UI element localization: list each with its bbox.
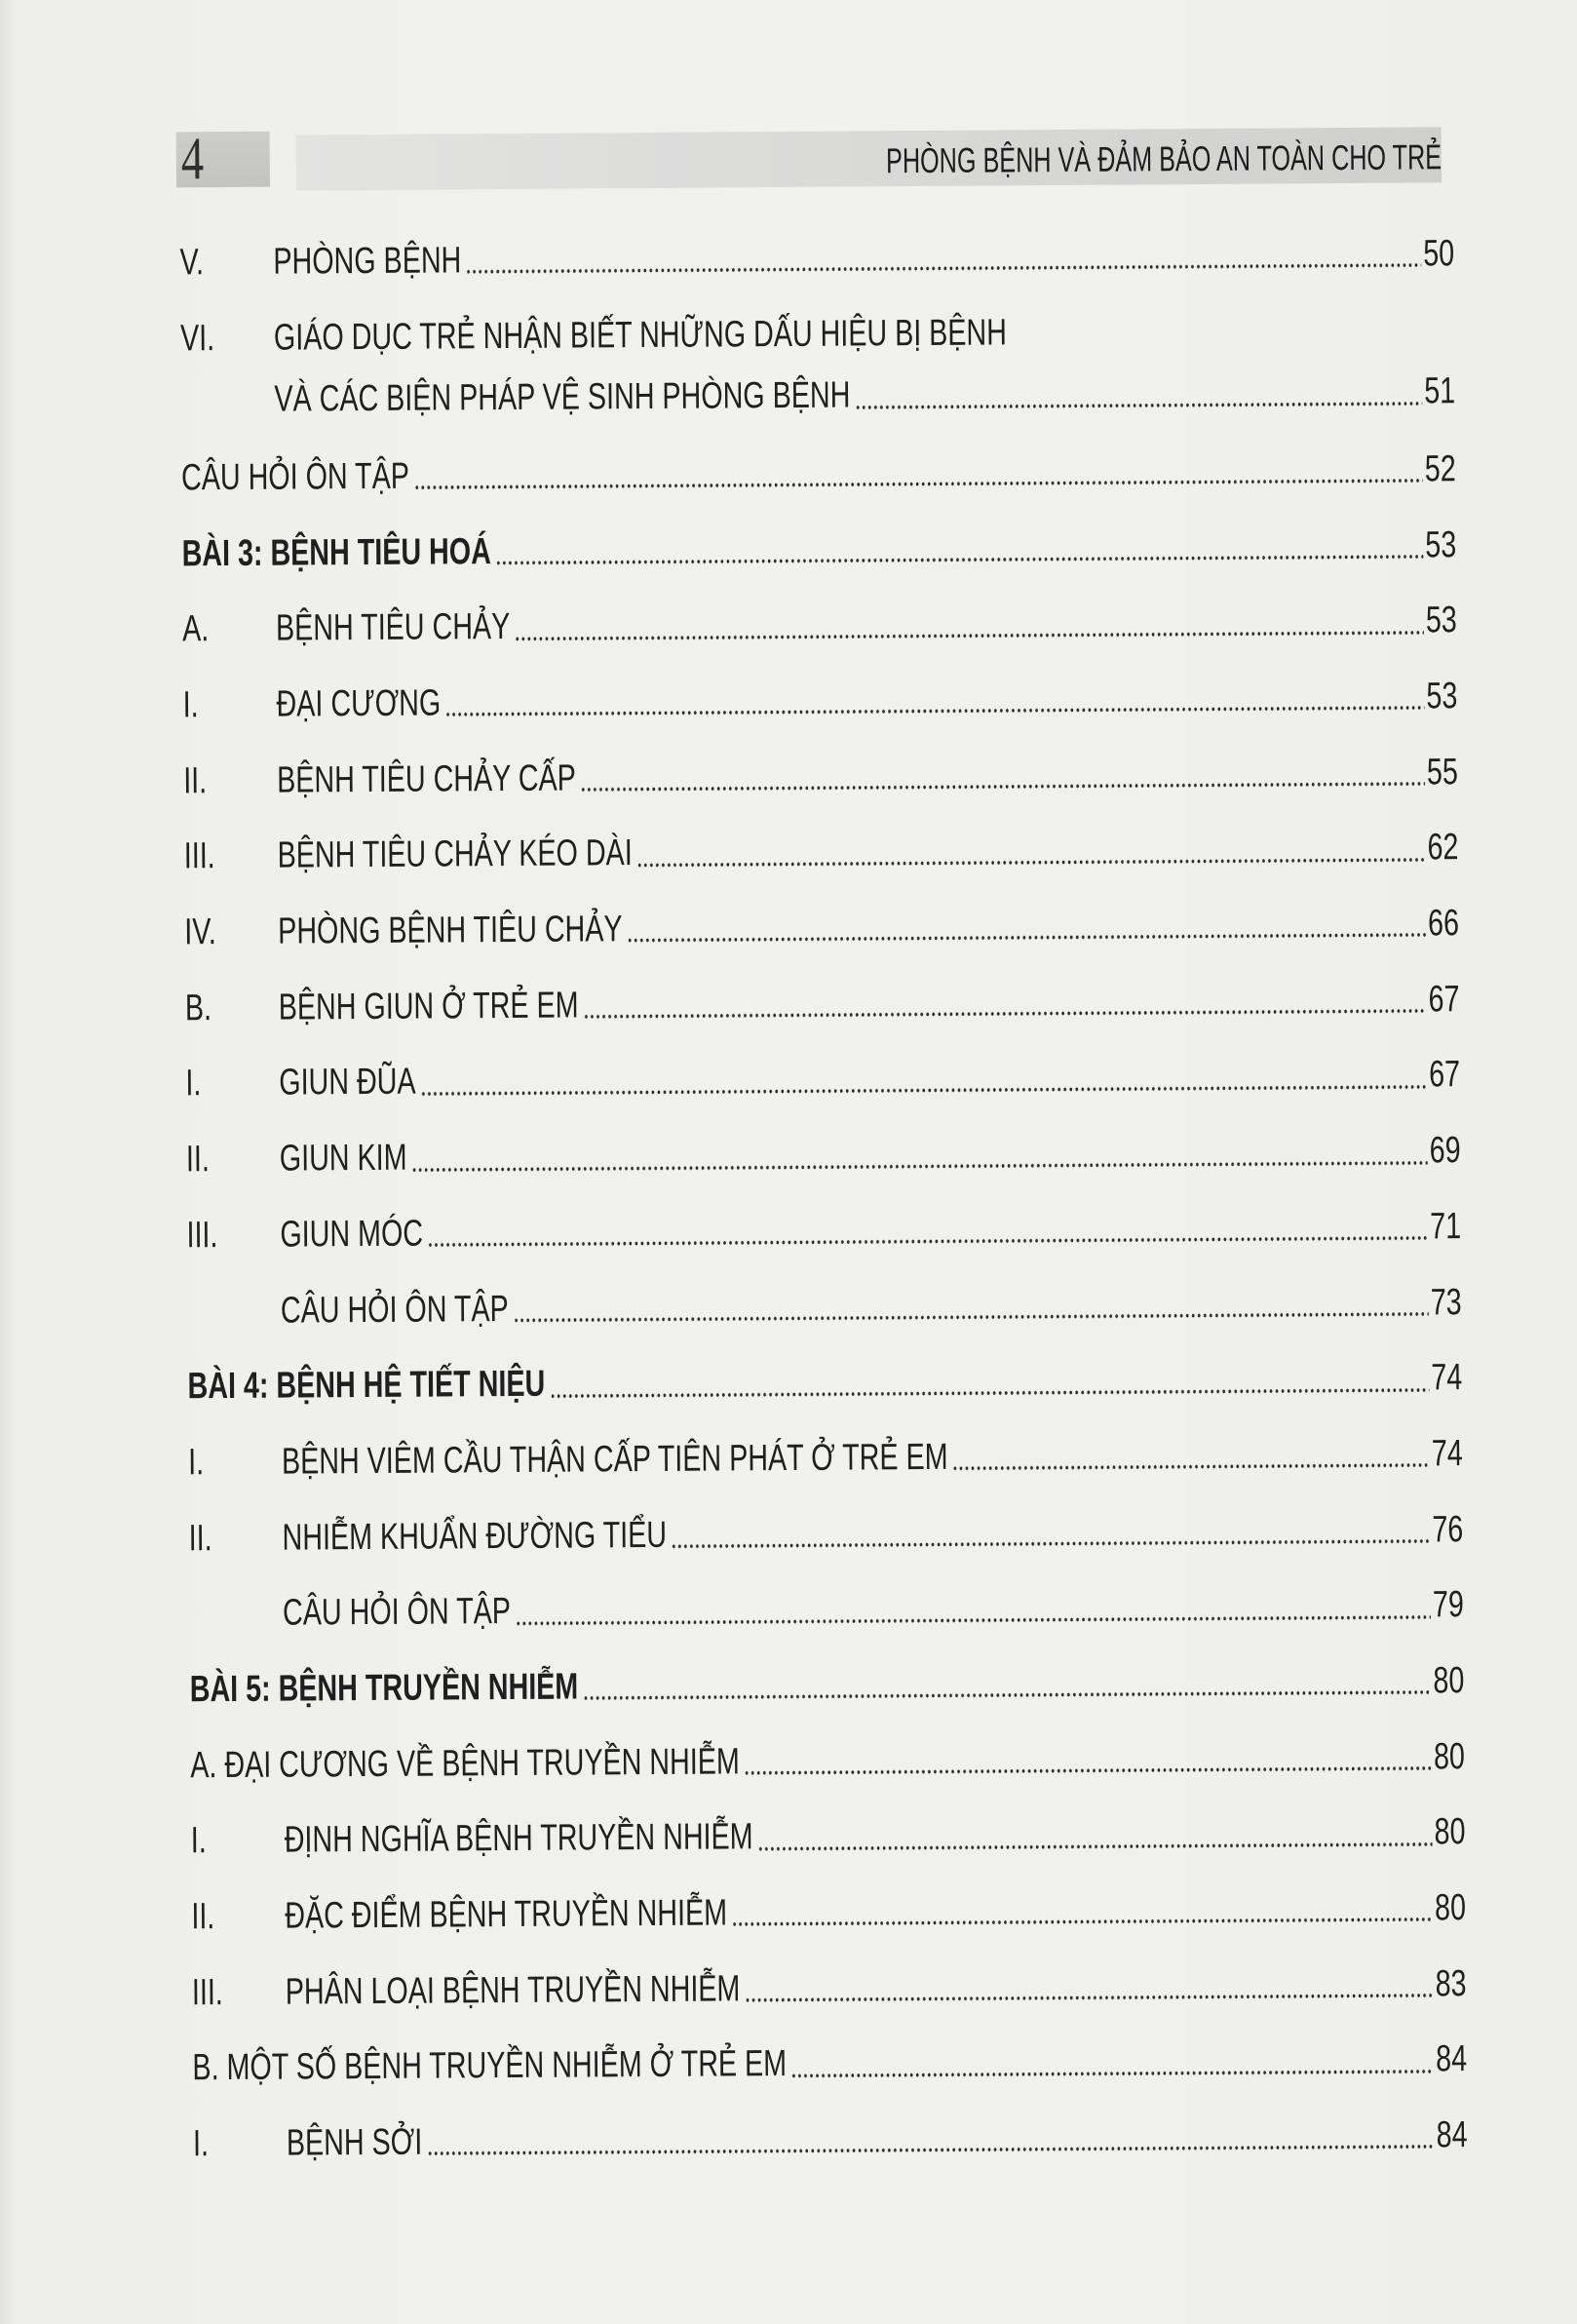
toc-entry [191, 1871, 1466, 1956]
entry-number: I. [192, 2123, 210, 2165]
toc-entry [193, 2098, 1468, 2183]
entry-page-number: 66 [1427, 903, 1460, 945]
toc-entry [191, 1796, 1466, 1880]
dot-leader [744, 1720, 1432, 1801]
entry-title: CÂU HỎI ÔN TẬP [280, 1288, 509, 1332]
dot-leader [466, 216, 1422, 299]
dot-leader [731, 1871, 1433, 1952]
entry-page-number: 74 [1431, 1433, 1463, 1475]
entry-page-number: 53 [1426, 676, 1458, 717]
entry-page-number: 84 [1436, 2114, 1468, 2156]
entry-number: II. [183, 759, 208, 802]
dot-leader [583, 962, 1427, 1044]
entry-number: A. [182, 608, 210, 650]
toc-entry [188, 1492, 1463, 1577]
toc-entry [182, 584, 1457, 669]
dot-leader [757, 1796, 1433, 1877]
entry-number: III. [186, 1214, 218, 1257]
dot-leader [513, 1265, 1429, 1347]
entry-title: ĐỊNH NGHĨA BỆNH TRUYỀN NHIỄM [284, 1816, 753, 1861]
page-number: 4 [180, 126, 205, 193]
entry-title: ĐẶC ĐIỂM BỆNH TRUYỀN NHIỄM [285, 1892, 728, 1937]
dot-leader [411, 1114, 1428, 1197]
entry-page-number: 76 [1432, 1508, 1464, 1550]
entry-page-number: 62 [1427, 827, 1459, 869]
entry-page-number: 73 [1430, 1281, 1462, 1323]
dot-leader [855, 361, 1423, 429]
entry-page-number: 51 [1424, 370, 1456, 412]
entry-title: GIÁO DỤC TRẺ NHẬN BIẾT NHỮNG DẤU HIỆU BỊ BỆNH [273, 312, 1008, 359]
entry-page-number: 52 [1424, 448, 1456, 490]
toc-entry [182, 659, 1457, 744]
lesson-title: BÀI 4: BỆNH HỆ TIẾT NIỆU [187, 1363, 546, 1408]
entry-page-number: 67 [1428, 1054, 1461, 1096]
dot-leader [427, 2098, 1435, 2181]
entry-number: IV. [184, 911, 216, 953]
dot-leader [413, 432, 1423, 515]
entry-title: GIUN MÓC [280, 1213, 424, 1256]
entry-title: CÂU HỎI ÔN TẬP [282, 1591, 512, 1634]
entry-page-number: 80 [1433, 1735, 1466, 1778]
entry-number: B. [184, 987, 212, 1029]
dot-leader [671, 1492, 1430, 1573]
dot-leader [549, 1341, 1429, 1423]
dot-leader [636, 811, 1426, 892]
entry-title: BỆNH TIÊU CHẢY [275, 606, 511, 650]
entry-number: III. [183, 835, 215, 877]
entry-title: BỆNH VIÊM CẦU THẬN CẤP TIÊN PHÁT Ở TRẺ EM [281, 1436, 948, 1483]
entry-title: PHÒNG BỆNH [273, 240, 462, 283]
entry-page-number: 71 [1430, 1206, 1462, 1248]
toc-lesson-heading [187, 1340, 1462, 1425]
toc-entry [184, 886, 1459, 971]
toc-entry [189, 1568, 1464, 1652]
entry-title: BỆNH TIÊU CHẢY KÉO DÀI [277, 833, 633, 877]
dot-leader [580, 735, 1425, 817]
dot-leader [627, 887, 1426, 968]
toc-entry [183, 735, 1458, 820]
lesson-title: BÀI 3: BỆNH TIÊU HOÁ [181, 530, 491, 574]
lesson-title: BÀI 5: BỆNH TRUYỀN NHIỄM [189, 1666, 579, 1711]
toc-entry [179, 216, 1454, 301]
toc-entry [186, 1113, 1461, 1198]
dot-leader [952, 1416, 1430, 1495]
toc-entry [184, 811, 1459, 896]
toc-entry [186, 1189, 1461, 1274]
entry-page-number: 53 [1425, 523, 1457, 566]
dot-leader [745, 1947, 1434, 2028]
entry-title-line-2: VÀ CÁC BIỆN PHÁP VỆ SINH PHÒNG BỆNH [274, 374, 851, 421]
dot-leader [790, 2023, 1434, 2103]
entry-title: PHÒNG BỆNH TIÊU CHẢY [278, 909, 623, 952]
toc-entry [188, 1416, 1463, 1501]
running-title: PHÒNG BỆNH VÀ ĐẢM BẢO AN TOÀN CHO TRẺ [885, 136, 1442, 181]
entry-title: ĐẠI CƯƠNG [276, 682, 442, 725]
toc-lesson-heading [189, 1644, 1464, 1728]
dot-leader [495, 508, 1423, 590]
toc-entry-continuation [180, 361, 1455, 434]
entry-number: V. [179, 242, 205, 284]
entry-number: II. [185, 1139, 211, 1181]
dot-leader [427, 1189, 1428, 1272]
entry-number: II. [191, 1896, 215, 1938]
entry-title: BỆNH SỞI [286, 2121, 423, 2164]
toc-section [192, 2023, 1467, 2108]
entry-page-number: 55 [1426, 751, 1459, 794]
entry-page-number: 74 [1431, 1357, 1463, 1399]
entry-number: I. [190, 1820, 207, 1862]
entry-title: GIUN KIM [279, 1137, 407, 1180]
entry-page-number: 83 [1435, 1962, 1467, 2005]
entry-title: BỆNH GIUN Ở TRẺ EM [278, 985, 579, 1028]
entry-page-number: 79 [1432, 1584, 1464, 1626]
entry-number: VI. [179, 317, 215, 360]
toc-entry [185, 962, 1460, 1047]
entry-title: A. ĐẠI CƯƠNG VỀ BỆNH TRUYỀN NHIỄM [190, 1741, 740, 1786]
toc-entry [192, 1947, 1467, 2032]
running-header-bar [296, 127, 1442, 190]
entry-title: B. MỘT SỐ BỆNH TRUYỀN NHIỄM Ở TRẺ EM [192, 2043, 788, 2089]
dot-leader [445, 659, 1425, 742]
entry-title: CÂU HỎI ÔN TẬP [180, 455, 410, 499]
entry-page-number: 80 [1434, 1887, 1467, 1929]
entry-number: II. [188, 1517, 212, 1559]
dot-leader [583, 1644, 1432, 1725]
entry-page-number: 80 [1434, 1811, 1466, 1853]
entry-title: BỆNH TIÊU CHẢY CẤP [276, 757, 576, 801]
toc-entry [181, 432, 1456, 517]
dot-leader [515, 584, 1424, 666]
entry-number: III. [191, 1971, 223, 2014]
entry-page-number: 50 [1423, 233, 1455, 275]
entry-page-number: 84 [1436, 2038, 1468, 2080]
dot-leader [515, 1569, 1431, 1650]
entry-number: I. [185, 1063, 202, 1104]
entry-number: I. [182, 684, 199, 726]
entry-page-number: 80 [1433, 1660, 1465, 1702]
entry-page-number: 53 [1425, 600, 1457, 641]
toc-lesson-heading [181, 508, 1456, 593]
dot-leader [420, 1038, 1427, 1121]
toc-entry [185, 1038, 1460, 1123]
entry-title: PHÂN LOẠI BỆNH TRUYỀN NHIỄM [285, 1968, 741, 2013]
entry-number: I. [187, 1442, 205, 1484]
entry-title: GIUN ĐŨA [279, 1062, 416, 1104]
entry-title: NHIỄM KHUẨN ĐƯỜNG TIỂU [282, 1514, 668, 1559]
entry-page-number: 67 [1428, 978, 1460, 1021]
page-number-box [176, 126, 270, 193]
entry-page-number: 69 [1429, 1130, 1461, 1172]
table-of-contents [179, 216, 1468, 2183]
toc-entry [187, 1265, 1462, 1350]
toc-section [190, 1720, 1465, 1804]
